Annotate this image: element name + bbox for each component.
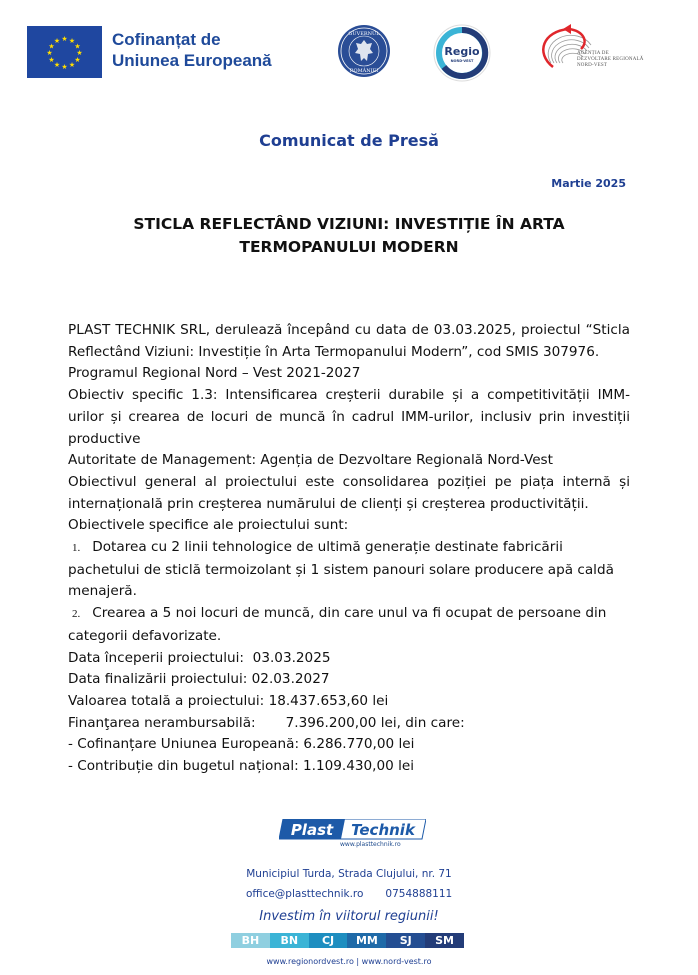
svg-text:NORD-VEST: NORD-VEST xyxy=(450,59,474,63)
regional-slogan: Investim în viitorul regiunii! xyxy=(259,909,439,924)
project-title-line2: TERMOPANULUI MODERN xyxy=(239,238,459,256)
start-date-label: Data începerii proiectului: xyxy=(68,649,245,666)
funding-amount: 7.396.200,00 lei, din care: xyxy=(285,714,465,731)
county-sm: SM xyxy=(425,933,464,948)
objective-list-item xyxy=(68,537,630,603)
managing-authority-line: Autoritate de Management: Agenția de Dezvoltare Regională Nord-Vest xyxy=(68,452,553,469)
romanian-government-seal-logo xyxy=(337,24,391,78)
eu-cofinancing-line: - Cofinanțare Uniunea Europeană: 6.286.770,00 lei xyxy=(68,736,415,753)
release-date: Martie 2025 xyxy=(551,177,626,190)
company-contact xyxy=(246,888,452,900)
list-number: 1. xyxy=(72,542,81,555)
svg-text:★: ★ xyxy=(68,37,76,45)
svg-text:★: ★ xyxy=(53,61,61,69)
start-date-line xyxy=(68,648,630,670)
company-email[interactable]: office@plasttechnik.ro xyxy=(246,888,364,900)
svg-text:★: ★ xyxy=(76,49,83,57)
total-value-label: Valoarea totală a proiectului: xyxy=(68,692,265,709)
objective-list-item xyxy=(68,603,630,647)
eu-stars-icon xyxy=(27,26,102,78)
general-objective-paragraph: Obiectivul general al proiectului este consolidarea poziției pe piața internă și internațională prin creșterea numărului de clienți și creșterea productivității. xyxy=(68,473,630,512)
start-date-value: 03.03.2025 xyxy=(252,649,331,666)
adr-logo-text xyxy=(577,51,644,69)
eu-flag-logo xyxy=(27,26,102,78)
funding-line xyxy=(68,713,630,735)
company-phone: 0754888111 xyxy=(385,888,453,900)
press-release-body xyxy=(68,320,630,778)
county-sj: SJ xyxy=(386,933,425,948)
project-title xyxy=(100,213,598,259)
eu-cofinancing-label xyxy=(112,29,272,71)
svg-text:Plast: Plast xyxy=(290,821,334,839)
svg-text:GUVERNUL: GUVERNUL xyxy=(348,31,380,37)
county-bh: BH xyxy=(231,933,270,948)
county-bar xyxy=(231,933,464,948)
specific-objectives-intro: Obiectivele specifice ale proiectului sunt: xyxy=(68,517,349,534)
company-address: Municipiul Turda, Strada Clujului, nr. 71 xyxy=(246,868,452,880)
svg-text:★: ★ xyxy=(74,42,81,51)
specific-objective-line: Obiectiv specific 1.3: Intensificarea creșterii durabile și a competitivității IMM-urilor și crearea de locuri de muncă în cadrul IMM-urilor, inclusiv prin investiții productive xyxy=(68,387,630,447)
regio-nord-vest-logo xyxy=(432,23,492,83)
adr-text-line3: NORD-VEST xyxy=(577,63,608,68)
end-date-value: 02.03.2027 xyxy=(251,671,330,688)
adr-text-line2: DEZVOLTARE REGIONALĂ xyxy=(577,57,644,62)
national-budget-line: - Contribuție din bugetul național: 1.109.430,00 lei xyxy=(68,758,415,775)
plast-technik-logo xyxy=(279,819,426,843)
svg-text:★: ★ xyxy=(48,56,55,64)
svg-text:★: ★ xyxy=(61,63,68,71)
svg-text:ROMÂNIEI: ROMÂNIEI xyxy=(349,68,379,74)
project-title-line1: STICLA REFLECTÂND VIZIUNI: INVESTIȚIE ÎN ARTA xyxy=(133,215,565,233)
end-date-line xyxy=(68,669,630,691)
county-mm: MM xyxy=(347,933,386,948)
eu-text-line1: Cofinanțat de xyxy=(112,30,221,49)
intro-paragraph: PLAST TECHNIK SRL, derulează începând cu data de 03.03.2025, proiectul “Sticla Reflectând Viziuni: Investiție în Arta Termopanului Modern”, cod SMIS 307976. xyxy=(68,322,630,360)
county-cj: CJ xyxy=(309,933,348,948)
funding-label: Finanţarea nerambursabilă: xyxy=(68,714,256,731)
end-date-label: Data finalizării proiectului: xyxy=(68,671,248,688)
svg-text:★: ★ xyxy=(53,37,61,45)
eu-text-line2: Uniunea Europeană xyxy=(112,51,272,70)
adr-text-line1: AGENȚIA DE xyxy=(577,51,609,56)
regional-websites[interactable]: www.regionordvest.ro | www.nord-vest.ro xyxy=(266,957,432,966)
svg-text:★: ★ xyxy=(46,49,53,57)
company-website[interactable]: www.plasttechnik.ro xyxy=(340,841,401,848)
list-item-text: Dotarea cu 2 linii tehnologice de ultimă generație destinate fabricării pachetului de sticlă termoizolant și 1 sistem panouri solare producere apă caldă menajeră. xyxy=(68,539,614,600)
svg-text:★: ★ xyxy=(61,35,68,43)
list-number: 2. xyxy=(72,608,81,621)
svg-text:★: ★ xyxy=(74,56,81,64)
county-bn: BN xyxy=(270,933,309,948)
svg-text:Regio: Regio xyxy=(444,45,480,58)
total-value-amount: 18.437.653,60 lei xyxy=(268,692,389,709)
total-value-line xyxy=(68,691,630,713)
list-item-text: Crearea a 5 noi locuri de muncă, din care unul va fi ocupat de persoane din categorii defavorizate. xyxy=(68,605,607,644)
svg-text:★: ★ xyxy=(48,42,55,51)
svg-text:Technik: Technik xyxy=(351,821,415,839)
program-line: Programul Regional Nord – Vest 2021-2027 xyxy=(68,365,361,382)
svg-text:★: ★ xyxy=(68,61,76,69)
press-release-heading: Comunicat de Presă xyxy=(259,131,439,150)
